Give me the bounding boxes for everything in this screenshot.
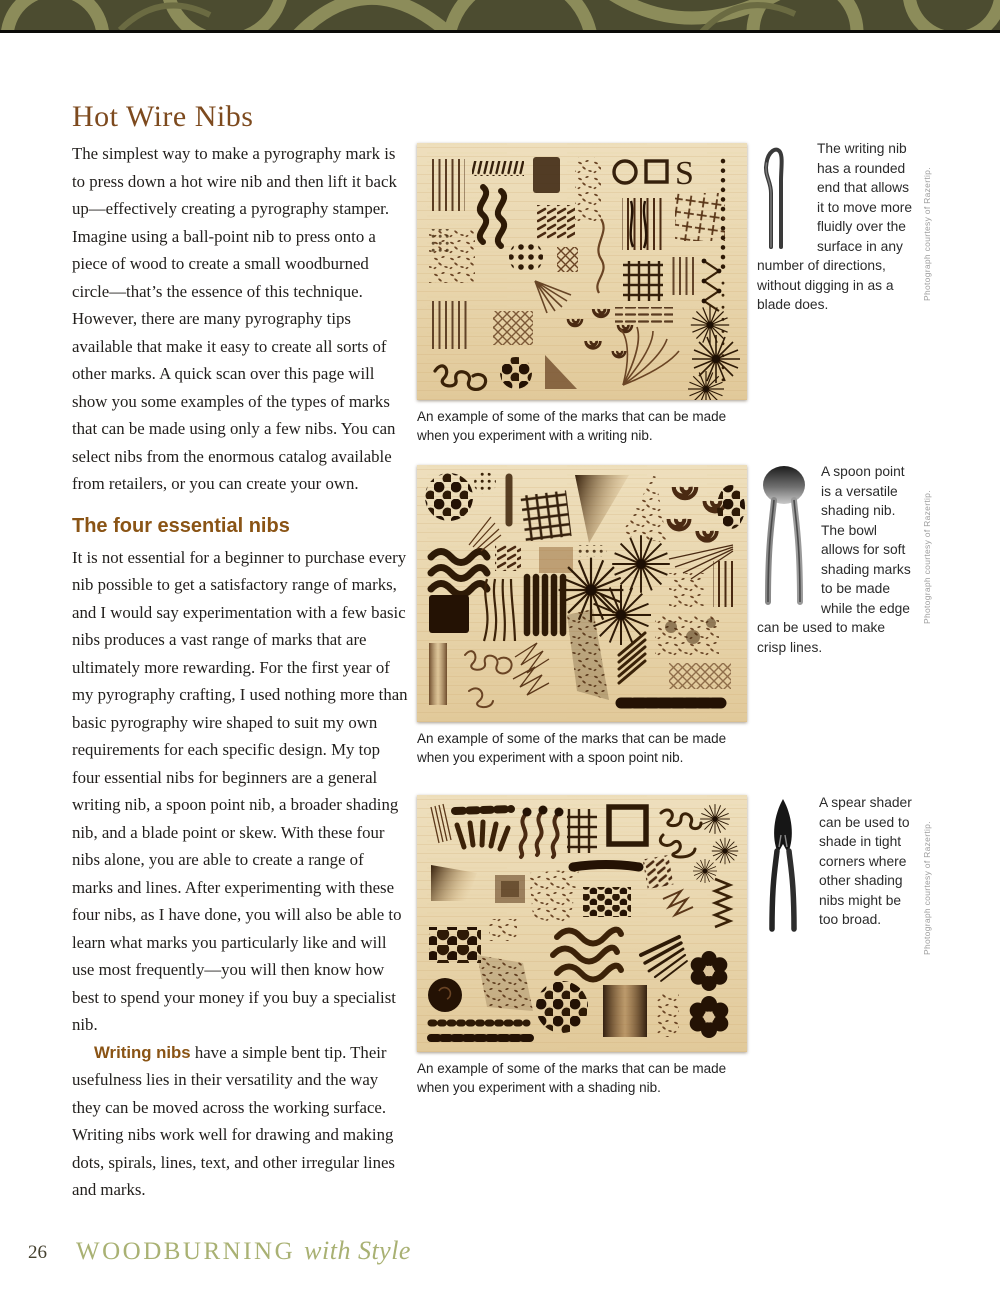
writing-nibs-paragraph [72,1039,408,1204]
figure-writing-nib-marks [417,143,747,445]
photo-credit: Photograph courtesy of Razertip. [922,167,932,301]
writing-nib-marks-photo [417,143,747,400]
article-column [72,100,408,1204]
note-text: The writing nib has a rounded end that allows it to move more fluidly over the surface in any number of directions, without digging in as a blade does. [757,141,913,312]
swirl-pattern-image [0,0,1000,30]
sidebar-note-writing-nib [757,139,932,315]
spoon-point-marks-photo [417,465,747,722]
intro-paragraph: The simplest way to make a pyrography mark is to press down a hot wire nib and then lift it back up—effectively creating a pyrography stamper. Imagine using a ball-point nib to press onto a piece of wood to create a small woodburned circle—that’s the essence of this technique. However, there are many pyrography tips available that make it easy to create all sorts of other marks. A quick scan over this page will show you some examples of the types of marks that can be made using only a few nibs. You can select nibs from the enormous catalog available from retailers, or you can create your own. [72,144,397,493]
shading-nib-marks-photo [417,795,747,1052]
photo-credit: Photograph courtesy of Razertip. [922,490,932,624]
photo-credit: Photograph courtesy of Razertip. [922,821,932,955]
sidebar-note-spoon-point [757,462,932,657]
note-text: A spoon point is a versatile shading nib. The bowl allows for soft shading marks to be made while the edge can be used to make crisp lines. [757,464,911,655]
spoon-point-nib-photo [757,464,811,606]
book-title-main: WOODBURNING [76,1238,296,1265]
page-title: Hot Wire Nibs [72,100,254,133]
page-number: 26 [28,1242,47,1263]
sidebar-note-spear-shader [757,793,932,955]
figure-spoon-point-marks [417,465,747,767]
figure-caption: An example of some of the marks that can be made when you experiment with a writing nib. [417,409,727,443]
section-paragraph: It is not essential for a beginner to purchase every nib possible to get a satisfactory range of marks, and I would say experimentation with a few basic nibs produces a vast range of marks that are ultimately more rewarding. For the first year of my pyrography crafting, I used nothing more than basic pyrography wire shaped to suit my own requirements for each specific design. My top four essential nibs for beginners are a general writing nib, a spoon point nib, a broader shading nib, and a blade point or skew. With these four nibs alone, you are able to create a range of marks and lines. After experimenting with these four nibs, as I have done, you will also be able to learn what marks you particularly like and will use most frequently—you will then know how best to spend your money if you buy a specialist nib. [72,547,408,1034]
burned-letter-s: S [675,155,694,192]
writing-nibs-lead-in: Writing nibs [94,1042,191,1062]
book-title-tagline: with Style [304,1236,411,1265]
writing-nibs-text: have a simple bent tip. Their usefulness lies in their versatility and the way they can be moved across the working surface. Writing nibs work well for drawing and making dots, spirals, lines, text, and other irregular lines and marks. [72,1042,395,1199]
figure-shading-nib-marks [417,795,747,1097]
spear-shader-nib-photo [757,795,809,933]
writing-nib-photo [757,141,807,251]
book-title-footer [76,1236,411,1266]
section-heading: The four essential nibs [72,514,290,537]
figure-caption: An example of some of the marks that can be made when you experiment with a shading nib. [417,1061,727,1095]
note-text: A spear shader can be used to shade in tight corners where other shading nibs might be too broad. [819,795,912,927]
decorative-swirl-band [0,0,1000,33]
figure-caption: An example of some of the marks that can be made when you experiment with a spoon point nib. [417,731,727,765]
